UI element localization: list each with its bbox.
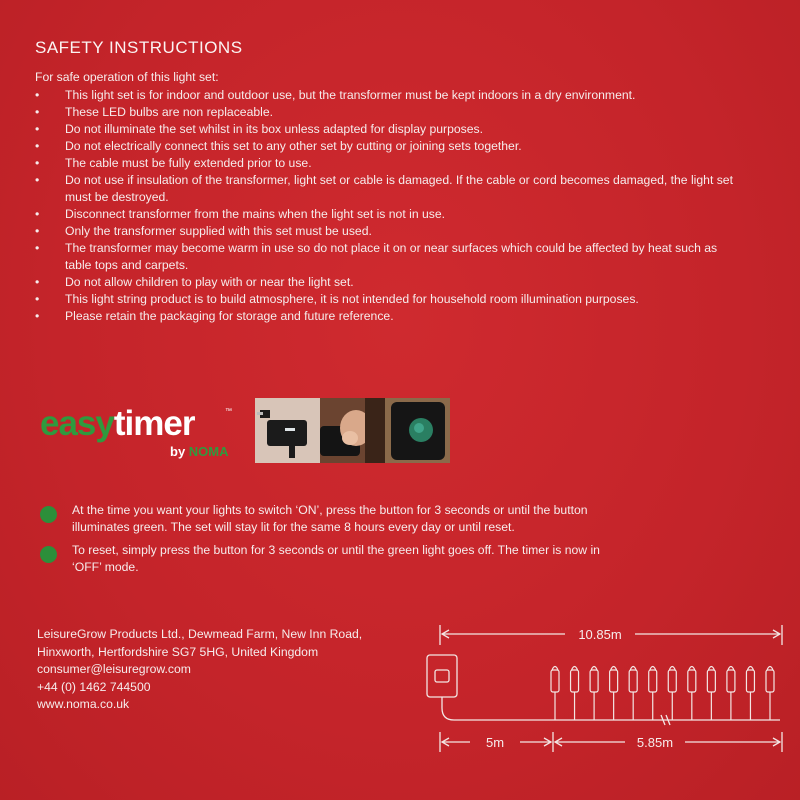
rule-item: • Please retain the packaging for storage and future reference. [35, 308, 735, 325]
green-dot-icon [40, 546, 57, 563]
rule-item: • This light set is for indoor and outdoor use, but the transformer must be kept indoors in a dry environment. [35, 87, 735, 104]
led-bulb-icon [746, 667, 754, 721]
rule-item: • The transformer may become warm in use so do not place it on or near surfaces which could be affected by heat such as table tops and carpets. [35, 240, 735, 274]
rule-item: • Only the transformer supplied with this set must be used. [35, 223, 735, 240]
led-bulb-icon [668, 667, 676, 721]
transformer-photo [255, 398, 320, 463]
led-bulbs [551, 667, 774, 721]
lead-length-label: 5m [485, 735, 505, 750]
total-length-label: 10.85m [578, 627, 622, 642]
contact-phone: +44 (0) 1462 744500 [37, 679, 151, 694]
logo-by: by [170, 444, 186, 459]
timer-step [40, 502, 620, 536]
rule-item: • Do not allow children to play with or near the light set. [35, 274, 735, 291]
safety-intro: For safe operation of this light set: [35, 70, 219, 84]
company-address [37, 626, 362, 714]
timer-photos [255, 398, 450, 463]
address-line: Hinxworth, Hertfordshire SG7 5HG, United Kingdom [37, 644, 319, 659]
timer-step [40, 542, 620, 576]
rule-item: • Do not use if insulation of the transformer, light set or cable is damaged. If the cable or cord becomes damaged, the light set must be destroyed. [35, 172, 735, 206]
led-bulb-icon [610, 667, 618, 721]
finger-press-photo [320, 398, 385, 463]
led-bulb-icon [688, 667, 696, 721]
led-bulb-icon [727, 667, 735, 721]
timer-step-text: To reset, simply press the button for 3 seconds or until the green light goes off. The timer is now in ‘OFF’ mode. [72, 543, 600, 574]
green-button-photo [385, 398, 450, 463]
led-bulb-icon [571, 667, 579, 721]
safety-title: SAFETY INSTRUCTIONS [35, 38, 243, 57]
rule-item: • The cable must be fully extended prior to use. [35, 155, 735, 172]
address-line: LeisureGrow Products Ltd., Dewmead Farm, New Inn Road, [37, 627, 363, 641]
contact-email: consumer@leisuregrow.com [37, 662, 191, 676]
easytimer-logo [40, 404, 240, 464]
rule-item: • Disconnect transformer from the mains when the light set is not in use. [35, 206, 735, 223]
rule-item: • This light string product is to build atmosphere, it is not intended for household room illumination purposes. [35, 291, 735, 308]
dimension-diagram [425, 620, 795, 760]
led-bulb-icon [590, 667, 598, 721]
safety-rules-list [35, 87, 735, 325]
logo-noma: NOMA [188, 444, 229, 459]
rule-item: • Do not electrically connect this set to any other set by cutting or joining sets together. [35, 138, 735, 155]
timer-steps [40, 502, 620, 582]
plug-icon [427, 655, 457, 697]
led-bulb-icon [551, 667, 559, 721]
logo-timer: timer [113, 404, 195, 443]
lit-length-label: 5.85m [636, 735, 674, 750]
led-bulb-icon [766, 667, 774, 721]
rule-item: • Do not illuminate the set whilst in its box unless adapted for display purposes. [35, 121, 735, 138]
rule-item: • These LED bulbs are non replaceable. [35, 104, 735, 121]
led-bulb-icon [707, 667, 715, 721]
logo-easy: easy [40, 404, 114, 443]
light-set-diagram [425, 620, 795, 760]
green-dot-icon [40, 506, 57, 523]
logo-trademark: ™ [225, 408, 232, 415]
timer-step-text: At the time you want your lights to switch ‘ON’, press the button for 3 seconds or until the button illuminates green. The set will stay lit for the same 8 hours every day or until reset. [72, 503, 588, 534]
contact-website: www.noma.co.uk [37, 697, 130, 711]
led-bulb-icon [649, 667, 657, 721]
led-bulb-icon [629, 667, 637, 721]
